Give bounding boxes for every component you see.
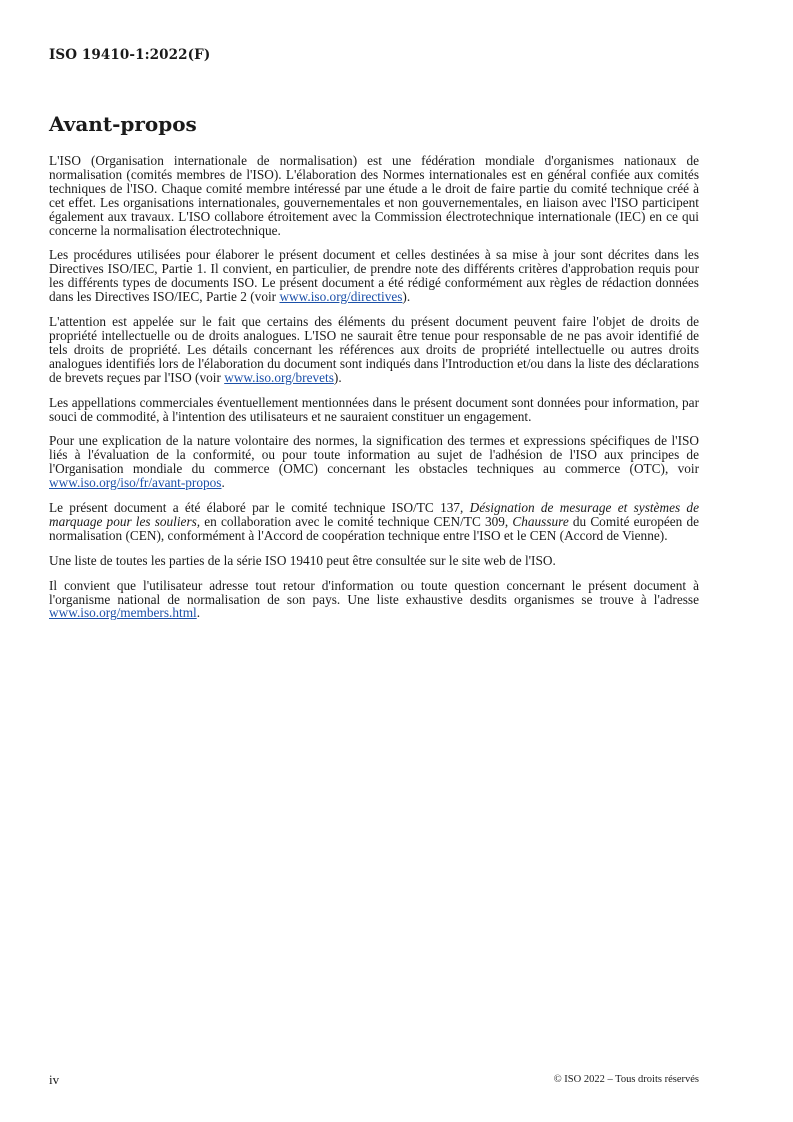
paragraph-text-end: .: [221, 475, 225, 491]
paragraph-series-list: Une liste de toutes les parties de la série ISO 19410 peut être consultée sur le site web de l'ISO.: [49, 552, 556, 568]
paragraph-trade-names: Les appellations commerciales éventuellement mentionnées dans le présent document sont données pour information, par souci de commodité, à l'intention des utilisateurs et ne sauraient constituer un engagement.: [49, 394, 699, 424]
members-link[interactable]: www.iso.org/members.html: [49, 605, 197, 621]
foreword-body: [49, 154, 699, 631]
committee-title-italic: Désignation de mesurage et systèmes de marquage pour les souliers,: [49, 500, 699, 529]
cen-committee-title-italic: Chaussure: [512, 513, 569, 529]
directives-link[interactable]: www.iso.org/directives: [279, 289, 403, 305]
paragraph-iso-organisation: L'ISO (Organisation internationale de normalisation) est une fédération mondiale d'organismes nationaux de normalisation (comités membres de l'ISO). L'élaboration des Normes internationales est en général confiée aux comités techniques de l'ISO. Chaque comité membre intéressé par une étude a le droit de faire partie du comité technique créé à cet effet. Les organisations internationales, gouvernementales et non gouvernementales, en liaison avec l'ISO participent également aux travaux. L'ISO collabore étroitement avec la Commission électrotechnique internationale (IEC) en ce qui concerne la normalisation électrotechnique.: [49, 153, 699, 238]
paragraph-text-end: ).: [333, 369, 342, 385]
foreword-link[interactable]: www.iso.org/iso/fr/avant-propos: [49, 475, 222, 491]
paragraph-committee: [49, 501, 699, 543]
paragraph-text: L'attention est appelée sur le fait que certains des éléments du présent document peuvent faire l'objet de droits de propriété intellectuelle ou de droits analogues. L'ISO ne saurait être tenue pour responsable de ne pas avoir identifié de tels droits de propriété. Les détails concernant les références aux droits de propriété intellectuelle ou autres droits analogues identifiés lors de l'élaboration du document sont indiqués dans l'Introduction et/ou dans la liste des déclarations de brevets reçues par l'ISO (voir: [49, 314, 699, 385]
paragraph-text: Il convient que l'utilisateur adresse tout retour d'information ou toute question concernant le présent document à l'organisme national de normalisation de son pays. Une liste exhaustive desdits organismes se trouve à l'adresse: [49, 577, 699, 607]
patents-link[interactable]: www.iso.org/brevets: [224, 369, 334, 385]
paragraph-text: Pour une explication de la nature volontaire des normes, la signification des termes et expressions spécifiques de l'ISO liés à l'évaluation de la conformité, ou pour toute information au sujet de l'adhésion de l'ISO aux principes de l'Organisation mondiale du commerce (OMC) concernant les obstacles techniques au commerce (OTC), voir: [49, 433, 699, 477]
paragraph-text: Les procédures utilisées pour élaborer le présent document et celles destinées à sa mise à jour sont décrites dans les Directives ISO/IEC, Partie 1. Il convient, en particulier, de prendre note des différents critères d'approbation requis pour les différents types de documents ISO. Le présent document a été rédigé conformément aux règles de rédaction données dans les Directives ISO/IEC, Partie 2 (voir: [49, 247, 699, 305]
paragraph-text-end: ).: [402, 289, 411, 305]
paragraph-text: Le présent document a été élaboré par le comité technique ISO/TC 137,: [49, 500, 470, 516]
paragraph-feedback: [49, 579, 699, 621]
page-title: Avant-propos: [49, 112, 197, 136]
paragraph-voluntary-nature: [49, 434, 699, 490]
paragraph-text: en collaboration avec le comité technique CEN/TC 309,: [200, 513, 513, 529]
paragraph-text-end: .: [196, 605, 201, 621]
document-id: ISO 19410-1:2022(F): [49, 47, 211, 63]
paragraph-patent-rights: [49, 315, 699, 385]
copyright-notice: © ISO 2022 – Tous droits réservés: [553, 1074, 699, 1085]
paragraph-procedures: [49, 248, 699, 304]
paragraph-text-end: du Comité européen de normalisation (CEN), conformément à l'Accord de coopération technique entre l'ISO et le CEN (Accord de Vienne).: [49, 513, 699, 543]
page-number: iv: [49, 1072, 60, 1087]
